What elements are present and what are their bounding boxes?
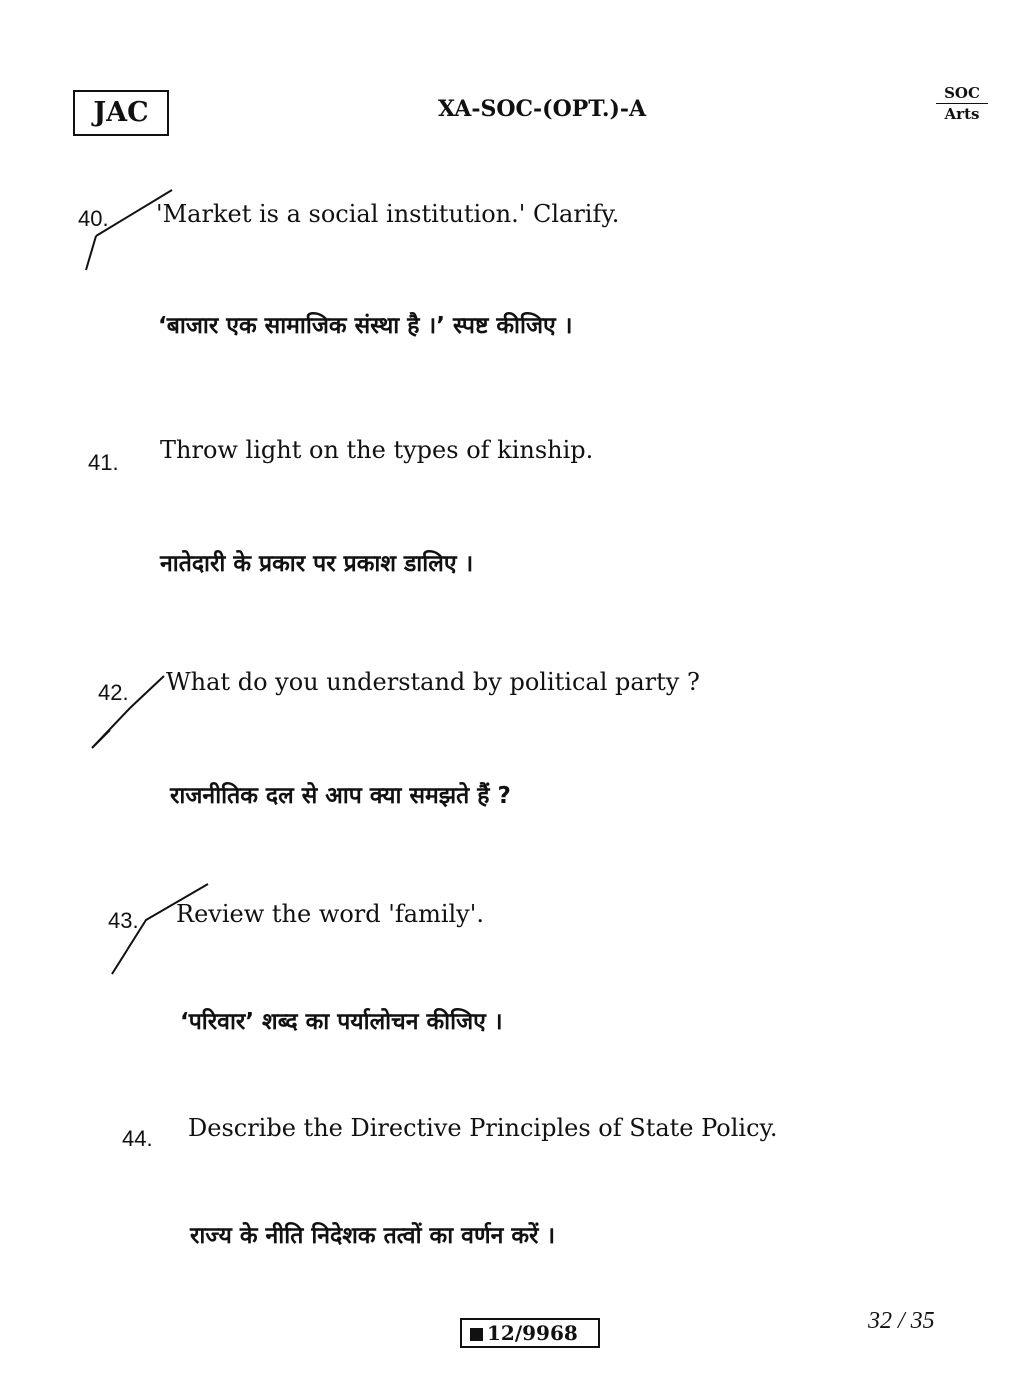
question-number: 41. <box>88 450 119 475</box>
tick-mark-40 <box>86 190 172 270</box>
subject-bottom: Arts <box>944 105 980 123</box>
question-hindi: राज्य के नीति निदेशक तत्वों का वर्णन करें । <box>190 1223 556 1249</box>
question-number: 44. <box>122 1126 153 1151</box>
question-number: 43. <box>108 908 139 933</box>
question-hindi: नातेदारी के प्रकार पर प्रकाश डालिए । <box>160 551 474 577</box>
question-number: 40. <box>78 206 109 231</box>
question-english: Throw light on the types of kinship. <box>160 436 594 464</box>
question-hindi: ‘बाजार एक सामाजिक संस्था है ।’ स्पष्ट कीजिए । <box>158 313 573 339</box>
tick-mark-43 <box>112 884 208 974</box>
paper-code: XA-SOC-(OPT.)-A <box>438 96 647 122</box>
subject-top: SOC <box>936 84 988 104</box>
serial-number: 12/9968 <box>487 1321 578 1345</box>
tick-mark-42 <box>92 676 164 748</box>
board-logo-box: JAC <box>73 90 169 136</box>
page-number: 32 / 35 <box>868 1308 935 1334</box>
question-number: 42. <box>98 680 129 705</box>
question-hindi: ‘परिवार’ शब्द का पर्यालोचन कीजिए । <box>180 1009 503 1035</box>
question-english: What do you understand by political party ? <box>166 668 700 696</box>
question-hindi: राजनीतिक दल से आप क्या समझते हैं ? <box>170 783 511 809</box>
question-english: Describe the Directive Principles of State Policy. <box>188 1114 778 1142</box>
question-english: Review the word 'family'. <box>176 900 484 928</box>
question-english: 'Market is a social institution.' Clarify. <box>156 200 620 228</box>
